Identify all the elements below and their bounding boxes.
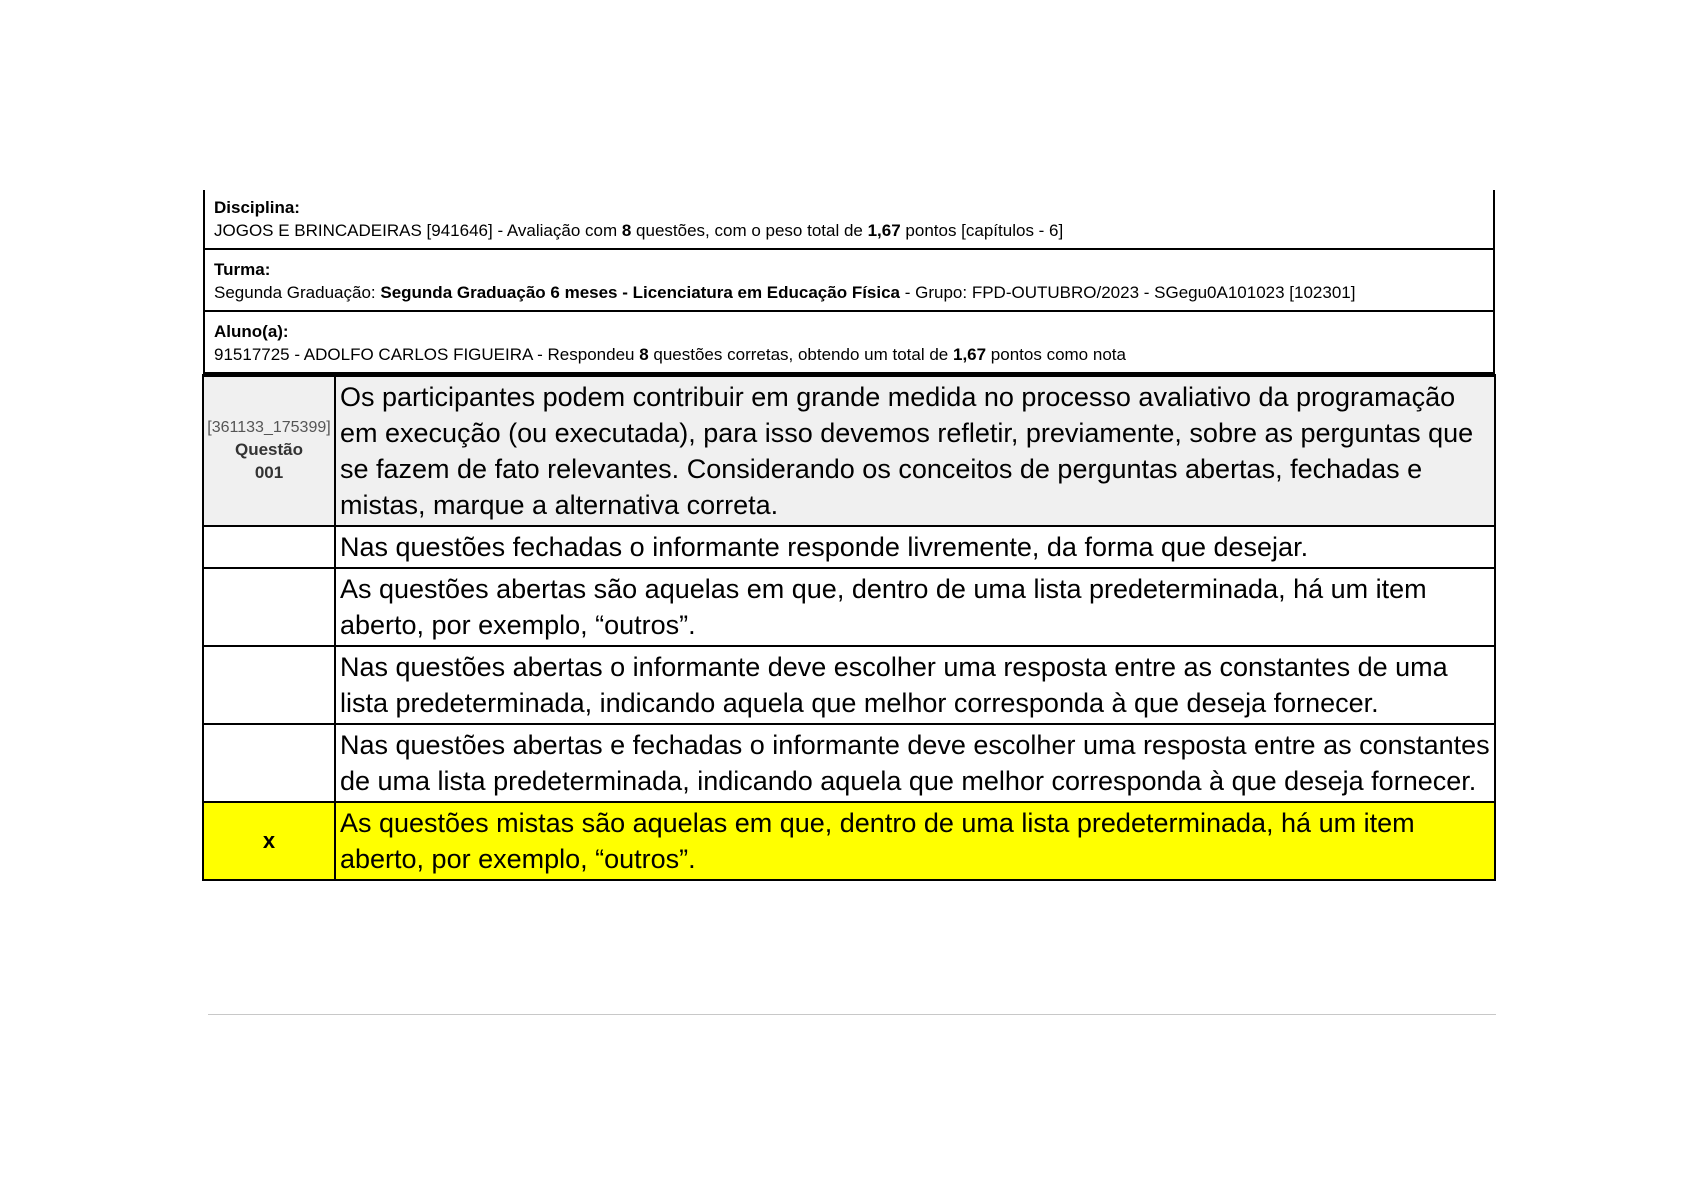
aluno-section xyxy=(203,312,1495,374)
disciplina-num-questions: 8 xyxy=(621,221,632,240)
turma-label: Turma: xyxy=(214,260,271,279)
option-row-correct xyxy=(203,802,1495,880)
question-code: [361133_175399] xyxy=(207,419,331,436)
question-row xyxy=(203,376,1495,527)
exam-result-sheet xyxy=(203,190,1495,881)
option-row xyxy=(203,646,1495,724)
aluno-mid: questões corretas, obtendo um total de xyxy=(648,345,953,364)
option-text: Nas questões fechadas o informante responde livremente, da forma que desejar. xyxy=(335,526,1495,568)
disciplina-section xyxy=(203,190,1495,250)
option-row xyxy=(203,568,1495,646)
disciplina-label: Disciplina: xyxy=(214,198,300,217)
disciplina-total-weight: 1,67 xyxy=(867,221,901,240)
aluno-tail: pontos como nota xyxy=(986,345,1126,364)
option-row xyxy=(203,526,1495,568)
page-divider xyxy=(208,1014,1496,1015)
option-mark xyxy=(203,526,335,568)
aluno-score: 1,67 xyxy=(952,345,987,364)
aluno-student: 91517725 - ADOLFO CARLOS FIGUEIRA - Respondeu xyxy=(214,345,640,364)
option-text: As questões abertas são aquelas em que, dentro de uma lista predeterminada, há um item aberto, por exemplo, “outros”. xyxy=(335,568,1495,646)
option-mark xyxy=(203,724,335,802)
question-table xyxy=(202,374,1496,881)
disciplina-course: JOGOS E BRINCADEIRAS [941646] - Avaliação com xyxy=(214,221,622,240)
turma-tail: - Grupo: FPD-OUTUBRO/2023 - SGegu0A101023 [102301] xyxy=(900,283,1356,302)
question-number: 001 xyxy=(254,463,284,482)
option-mark xyxy=(203,646,335,724)
disciplina-mid: questões, com o peso total de xyxy=(631,221,868,240)
aluno-label: Aluno(a): xyxy=(214,322,289,341)
turma-prefix: Segunda Graduação: xyxy=(214,283,381,302)
disciplina-tail: pontos [capítulos - 6] xyxy=(900,221,1064,240)
option-text: Nas questões abertas o informante deve escolher uma resposta entre as constantes de uma lista predeterminada, indicando aquela que melhor corresponda à que deseja fornecer. xyxy=(335,646,1495,724)
option-row xyxy=(203,724,1495,802)
turma-program: Segunda Graduação 6 meses - Licenciatura em Educação Física xyxy=(380,283,901,302)
correct-answer-mark: x xyxy=(203,802,335,880)
question-id-cell xyxy=(203,376,335,527)
turma-section xyxy=(203,250,1495,312)
aluno-correct-count: 8 xyxy=(639,345,649,364)
question-label: Questão xyxy=(234,440,304,459)
option-mark xyxy=(203,568,335,646)
question-text: Os participantes podem contribuir em grande medida no processo avaliativo da programação em execução (ou executada), para isso devemos refletir, previamente, sobre as perguntas que se fazem de fato relevantes. Considerando os conceitos de perguntas abertas, fechadas e mistas, marque a alternativa correta. xyxy=(335,376,1495,527)
option-text-correct: As questões mistas são aquelas em que, dentro de uma lista predeterminada, há um item aberto, por exemplo, “outros”. xyxy=(335,802,1495,880)
option-text: Nas questões abertas e fechadas o informante deve escolher uma resposta entre as constantes de uma lista predeterminada, indicando aquela que melhor corresponda à que deseja fornecer. xyxy=(335,724,1495,802)
